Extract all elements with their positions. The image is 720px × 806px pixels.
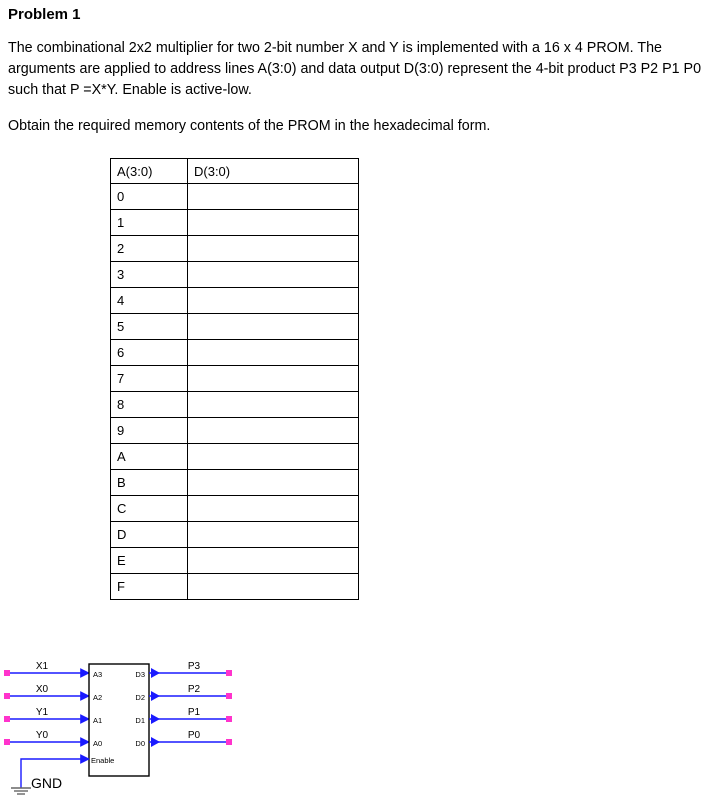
- prom-circuit-diagram: [0, 650, 240, 800]
- data-cell[interactable]: [188, 314, 359, 340]
- address-cell: C: [111, 496, 188, 522]
- ground-icon: [11, 788, 31, 794]
- address-cell: 3: [111, 262, 188, 288]
- data-cell[interactable]: [188, 444, 359, 470]
- table-row: [111, 288, 359, 314]
- table-row: [111, 522, 359, 548]
- label-p1: P1: [187, 707, 201, 718]
- terminal-p0: [226, 739, 232, 745]
- data-cell[interactable]: [188, 366, 359, 392]
- address-cell: A: [111, 444, 188, 470]
- terminal-x0: [4, 693, 10, 699]
- pin-a3: A3: [93, 670, 103, 679]
- ground-label: GND: [31, 775, 63, 791]
- table-row: [111, 548, 359, 574]
- label-y1: Y1: [35, 707, 49, 718]
- data-cell[interactable]: [188, 496, 359, 522]
- data-cell[interactable]: [188, 522, 359, 548]
- table-row: [111, 574, 359, 600]
- arrow-d3: [151, 668, 160, 678]
- problem-description: The combinational 2x2 multiplier for two 2-bit number X and Y is implemented with a 16 x 4 PROM. The arguments are applied to address lines A(3:0) and data output D(3:0) represent the 4-bit product P3 P2 P1 P0 such that P =X*Y. Enable is active-low.: [8, 40, 702, 98]
- address-cell: F: [111, 574, 188, 600]
- address-cell: D: [111, 522, 188, 548]
- data-cell[interactable]: [188, 392, 359, 418]
- data-cell[interactable]: [188, 418, 359, 444]
- arrow-d2: [151, 691, 160, 701]
- data-cell[interactable]: [188, 236, 359, 262]
- label-p2: P2: [187, 684, 201, 695]
- terminal-x1: [4, 670, 10, 676]
- table-row: [111, 184, 359, 210]
- label-x1: X1: [35, 661, 49, 672]
- data-cell[interactable]: [188, 548, 359, 574]
- data-cell[interactable]: [188, 210, 359, 236]
- label-p0: P0: [187, 730, 201, 741]
- address-cell: 5: [111, 314, 188, 340]
- table-row: [111, 236, 359, 262]
- table-row: [111, 366, 359, 392]
- address-cell: 2: [111, 236, 188, 262]
- table-row: [111, 444, 359, 470]
- data-cell[interactable]: [188, 184, 359, 210]
- data-cell[interactable]: [188, 574, 359, 600]
- terminal-p1: [226, 716, 232, 722]
- pin-a1: A1: [93, 716, 103, 725]
- task-instruction: Obtain the required memory contents of the PROM in the hexadecimal form.: [8, 118, 491, 134]
- address-cell: E: [111, 548, 188, 574]
- pin-d0: D0: [135, 739, 145, 748]
- data-cell[interactable]: [188, 470, 359, 496]
- table-row: [111, 314, 359, 340]
- data-cell[interactable]: [188, 262, 359, 288]
- table-row: [111, 210, 359, 236]
- table-row: [111, 418, 359, 444]
- label-y0: Y0: [35, 730, 49, 741]
- address-column-header: A(3:0): [111, 159, 188, 184]
- table-row: [111, 470, 359, 496]
- arrow-d0: [151, 737, 160, 747]
- pin-a2: A2: [93, 693, 103, 702]
- pin-d1: D1: [135, 716, 145, 725]
- label-p3: P3: [187, 661, 201, 672]
- arrow-d1: [151, 714, 160, 724]
- table-row: [111, 392, 359, 418]
- problem-heading: Problem 1: [8, 6, 81, 23]
- pin-d2: D2: [135, 693, 145, 702]
- pin-d3: D3: [135, 670, 145, 679]
- address-cell: 7: [111, 366, 188, 392]
- table-row: [111, 340, 359, 366]
- data-cell[interactable]: [188, 340, 359, 366]
- terminal-y1: [4, 716, 10, 722]
- label-x0: X0: [35, 684, 49, 695]
- address-cell: B: [111, 470, 188, 496]
- prom-contents-table: [110, 158, 359, 600]
- data-cell[interactable]: [188, 288, 359, 314]
- pin-a0: A0: [93, 739, 103, 748]
- terminal-p3: [226, 670, 232, 676]
- terminal-y0: [4, 739, 10, 745]
- terminal-p2: [226, 693, 232, 699]
- address-cell: 9: [111, 418, 188, 444]
- address-cell: 0: [111, 184, 188, 210]
- address-cell: 6: [111, 340, 188, 366]
- address-cell: 8: [111, 392, 188, 418]
- table-row: [111, 262, 359, 288]
- address-cell: 4: [111, 288, 188, 314]
- table-header-row: [111, 159, 359, 184]
- pin-enable: Enable: [91, 756, 115, 765]
- data-column-header: D(3:0): [188, 159, 359, 184]
- address-cell: 1: [111, 210, 188, 236]
- table-row: [111, 496, 359, 522]
